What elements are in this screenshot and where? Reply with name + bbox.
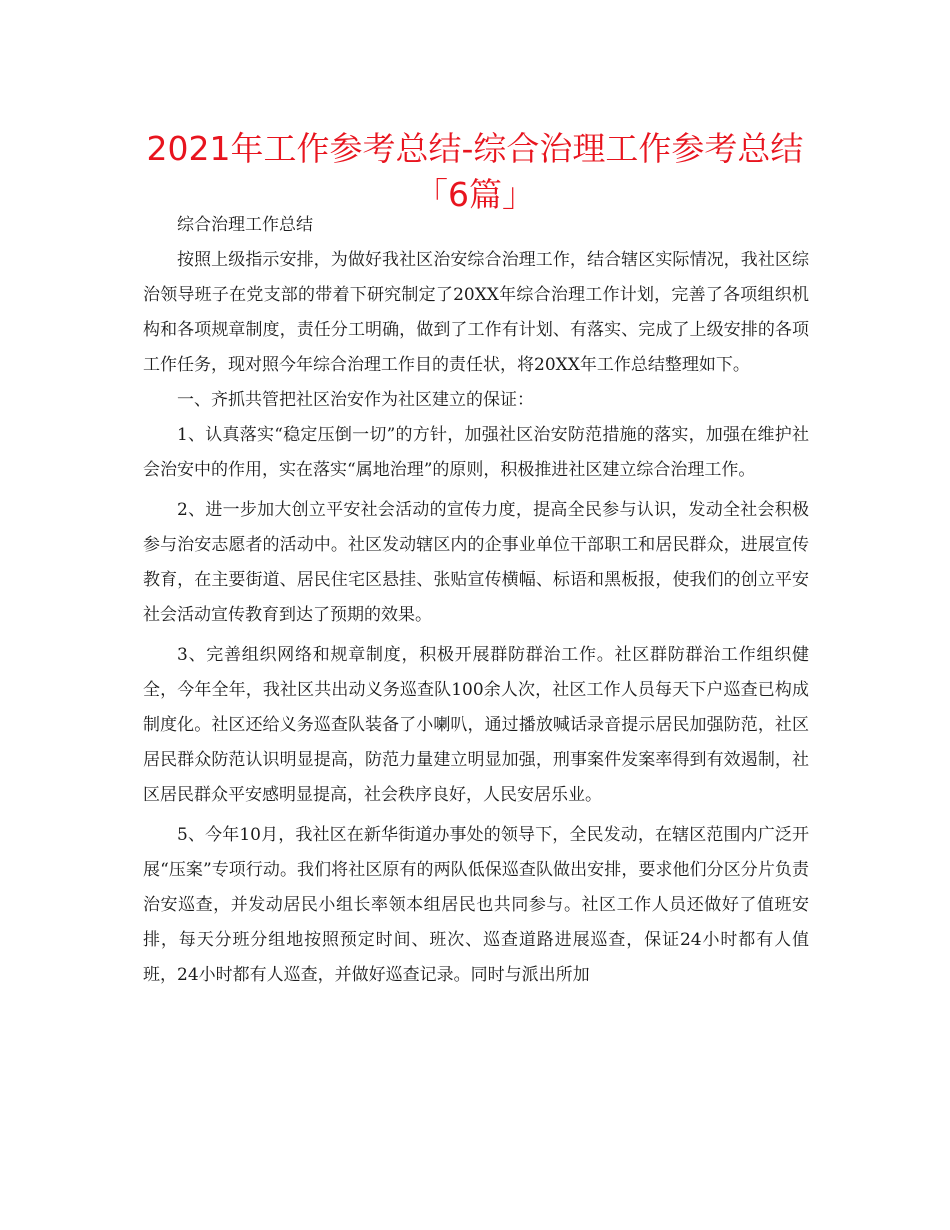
intro-paragraph: 按照上级指示安排，为做好我社区治安综合治理工作，结合辖区实际情况，我社区综治领导班子在党支部的带着下研究制定了20XX年综合治理工作计划，完善了各项组织机构和各项规章制度，责任分工明确，做到了工作有计划、有落实、完成了上级安排的各项工作任务，现对照今年综合治理工作目的责任状，将20XX年工作总结整理如下。 [143,250,809,375]
paragraph-item-3: 3、完善组织网络和规章制度，积极开展群防群治工作。社区群防群治工作组织健全，今年全年，我社区共出动义务巡查队100余人次，社区工作人员每天下户巡查已构成制度化。社区还给义务巡查队装备了小喇叭，通过播放喊话录音提示居民加强防范，社区居民群众防范认识明显提高，防范力量建立明显加强，刑事案件发案率得到有效遏制，社区居民群众平安感明显提高，社会秩序良好，人民安居乐业。 [143,645,809,805]
document-body [143,208,809,993]
paragraph-item-2: 2、进一步加大创立平安社会活动的宣传力度，提高全民参与认识，发动全社会积极参与治安志愿者的活动中。社区发动辖区内的企事业单位干部职工和居民群众，进展宣传教育，在主要街道、居民住宅区悬挂、张贴宣传横幅、标语和黑板报，使我们的创立平安社会活动宣传教育到达了预期的效果。 [143,500,809,625]
document-title: 2021年工作参考总结-综合治理工作参考总结 [146,129,804,168]
paragraph-item-1: 1、认真落实“稳定压倒一切”的方针，加强社区治安防范措施的落实，加强在维护社会治安中的作用，实在落实“属地治理”的原则，积极推进社区建立综合治理工作。 [143,425,809,480]
paragraph-item-5: 5、今年10月，我社区在新华街道办事处的领导下，全民发动，在辖区范围内广泛开展“压案”专项行动。我们将社区原有的两队低保巡查队做出安排，要求他们分区分片负责治安巡查，并发动居民小组长率领本组居民也共同参与。社区工作人员还做好了值班安排，每天分班分组地按照预定时间、班次、巡查道路进展巡查，保证24小时都有人值班，24小时都有人巡查，并做好巡查记录。同时与派出所加 [143,825,809,985]
section-heading: 综合治理工作总结 [177,215,313,235]
section-one-heading: 一、齐抓共管把社区治安作为社区建立的保证： [177,390,534,410]
document-title-suffix: 「6篇」 [415,175,535,214]
